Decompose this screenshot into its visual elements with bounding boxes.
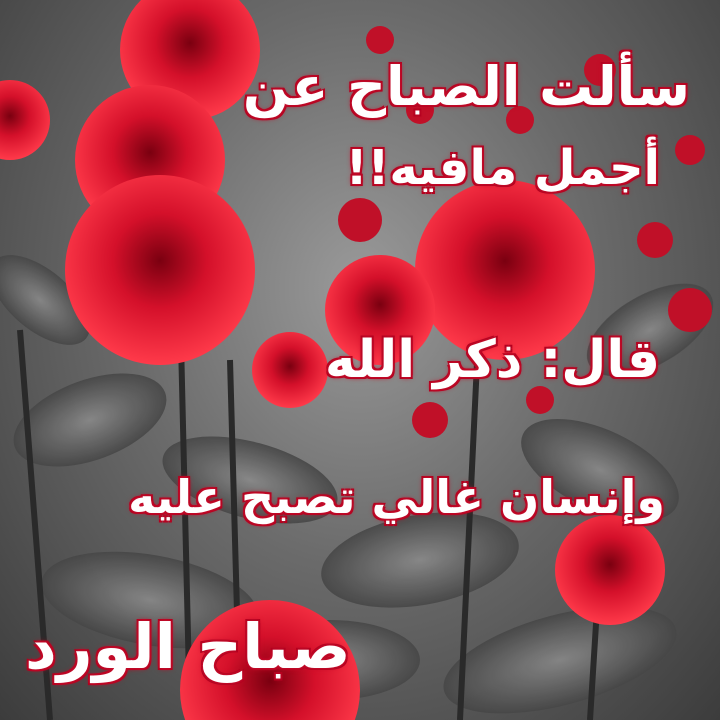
closing-text: صباح الورد [25, 610, 351, 683]
greeting-line-4: وإنسان غالي تصبح عليه [128, 470, 665, 524]
greeting-line-2: أجمل مافيه!! [345, 140, 660, 196]
greeting-line-3: قال: ذكر الله [324, 330, 660, 390]
greeting-line-1: سألت الصباح عن [242, 55, 690, 118]
